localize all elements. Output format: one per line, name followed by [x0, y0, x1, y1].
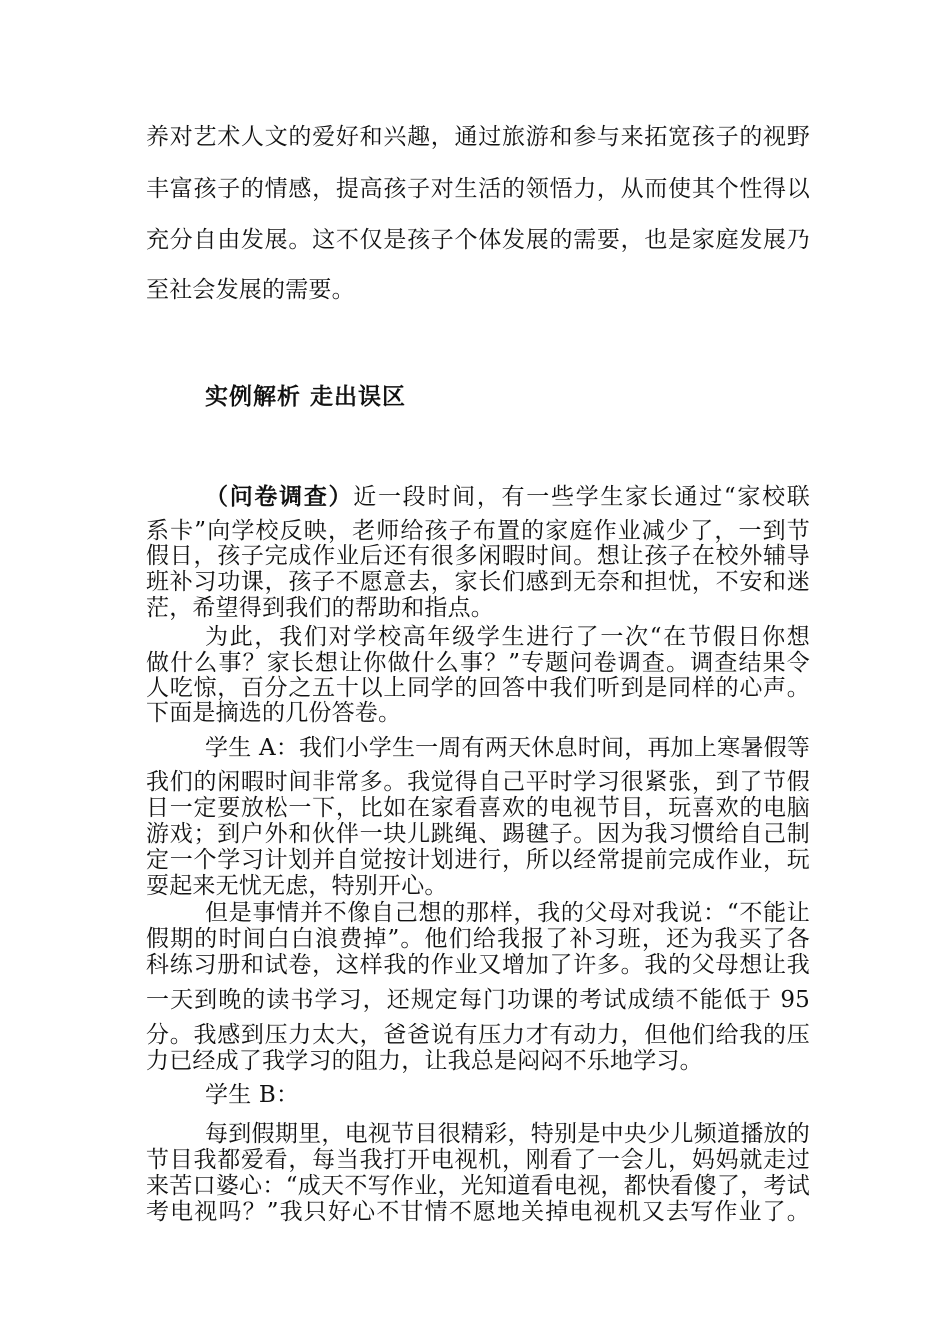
- student-a-cont-line-3: 科练习册和试卷，这样我的作业又增加了许多。我的父母想让我: [146, 952, 810, 978]
- purpose-line-2: 做什么事？家长想让你做什么事？”专题问卷调查。调查结果令: [146, 650, 810, 676]
- intro-line-3: 充分自由发展。这不仅是孩子个体发展的需要，也是家庭发展乃: [146, 227, 810, 253]
- student-b-line-4: 考电视吗？”我只好心不甘情不愿地关掉电视机又去写作业了。: [146, 1199, 810, 1225]
- purpose-line-4: 下面是摘选的几份答卷。: [146, 700, 402, 726]
- student-a-line-2: 我们的闲暇时间非常多。我觉得自己平时学习很紧张，到了节假: [146, 769, 810, 795]
- intro-line-4: 至社会发展的需要。: [146, 277, 355, 303]
- student-a-cont-line-4: 一天到晚的读书学习，还规定每门功课的考试成绩不能低于 95: [146, 987, 810, 1013]
- student-a-line-3: 日一定要放松一下，比如在家看喜欢的电视节目，玩喜欢的电脑: [146, 795, 810, 821]
- survey-line-1: [205, 482, 810, 512]
- survey-line-3: 假日，孩子完成作业后还有很多闲暇时间。想让孩子在校外辅导: [146, 543, 810, 569]
- survey-line-2: 系卡”向学校反映，老师给孩子布置的家庭作业减少了，一到节: [146, 518, 810, 544]
- survey-line-5: 茫，希望得到我们的帮助和指点。: [146, 595, 494, 621]
- intro-line-2: 丰富孩子的情感，提高孩子对生活的领悟力，从而使其个性得以: [146, 176, 810, 202]
- student-a-cont-line-1: 但是事情并不像自己想的那样，我的父母对我说：“不能让: [205, 900, 810, 926]
- student-b-line-3: 来苦口婆心：“成天不写作业，光知道看电视，都快看傻了，考试: [146, 1173, 810, 1199]
- student-b-line-1: 每到假期里，电视节目很精彩，特别是中央少儿频道播放的: [205, 1121, 810, 1147]
- survey-line-4: 班补习功课，孩子不愿意去，家长们感到无奈和担忧，不安和迷: [146, 569, 810, 595]
- section-heading: 实例解析 走出误区: [205, 384, 407, 410]
- student-b-label: 学生 B：: [205, 1082, 300, 1108]
- student-a-line-1: 学生 A：我们小学生一周有两天休息时间，再加上寒暑假等: [205, 735, 810, 761]
- student-a-cont-line-5: 分。我感到压力太大，爸爸说有压力才有动力，但他们给我的压: [146, 1022, 810, 1048]
- survey-prefix: （问卷调查）: [205, 484, 354, 510]
- purpose-line-1: 为此，我们对学校高年级学生进行了一次“在节假日你想: [205, 624, 810, 650]
- intro-line-1: 养对艺术人文的爱好和兴趣，通过旅游和参与来拓宽孩子的视野: [146, 124, 810, 150]
- student-a-line-6: 耍起来无忧无虑，特别开心。: [146, 873, 448, 899]
- purpose-line-3: 人吃惊，百分之五十以上同学的回答中我们听到是同样的心声。: [146, 675, 810, 701]
- student-a-cont-line-2: 假期的时间白白浪费掉”。他们给我报了补习班，还为我买了各: [146, 926, 810, 952]
- student-a-cont-line-6: 力已经成了我学习的阻力，让我总是闷闷不乐地学习。: [146, 1048, 703, 1074]
- student-a-line-4: 游戏；到户外和伙伴一块儿跳绳、踢毽子。因为我习惯给自己制: [146, 821, 810, 847]
- student-a-line-5: 定一个学习计划并自觉按计划进行，所以经常提前完成作业，玩: [146, 847, 810, 873]
- student-b-line-2: 节目我都爱看，每当我打开电视机，刚看了一会儿，妈妈就走过: [146, 1147, 810, 1173]
- survey-first-line: 近一段时间，有一些学生家长通过“家校联: [353, 484, 810, 510]
